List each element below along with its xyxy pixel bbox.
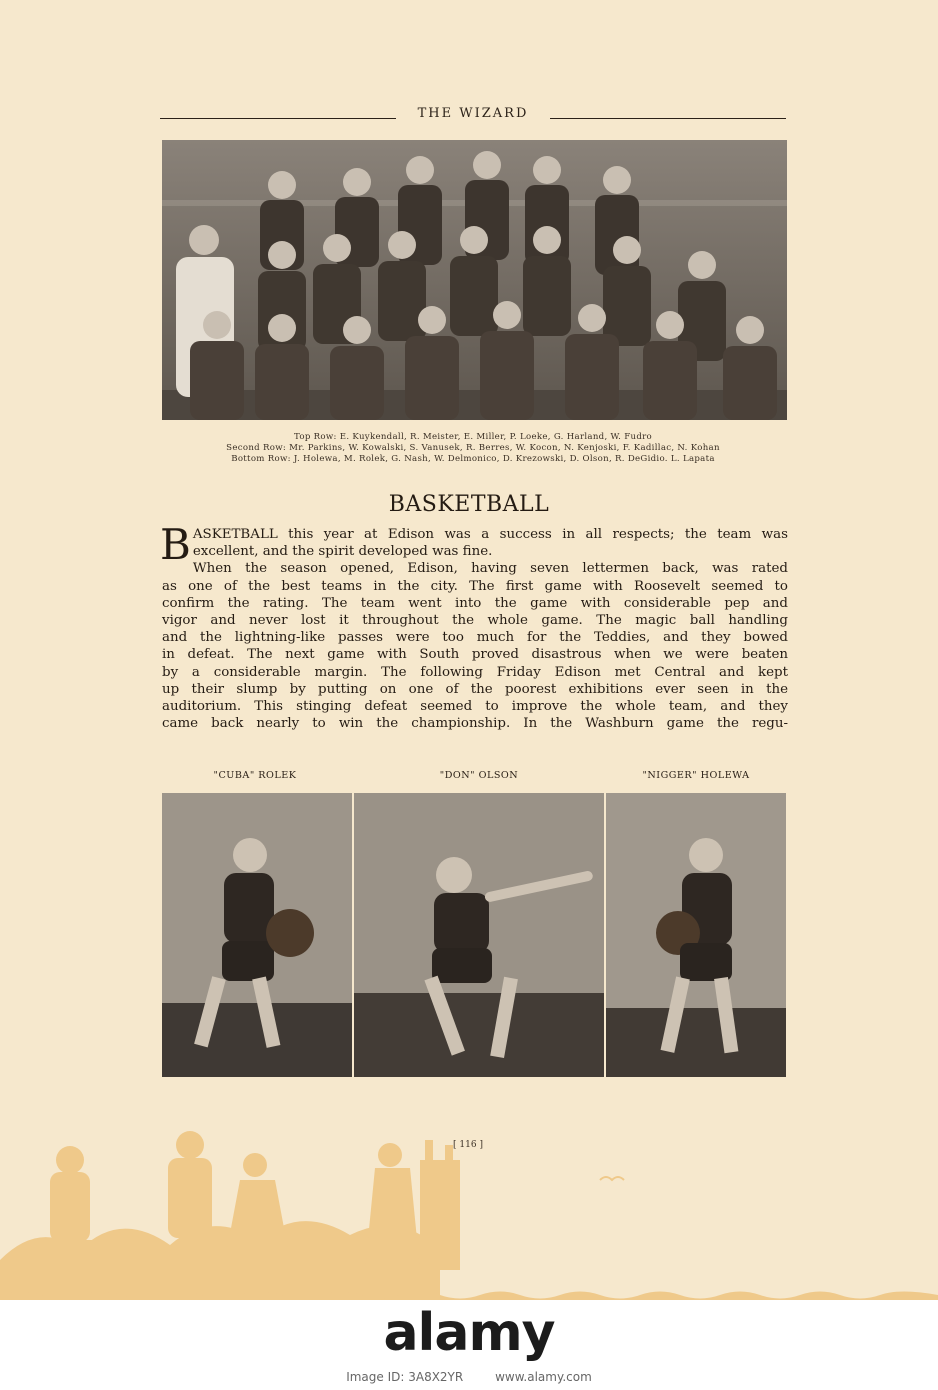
player-photo-rolek [162, 793, 352, 1077]
body-line: up their slump by putting on one of the poorest exhibitions ever seen in the [162, 681, 788, 697]
drop-cap: B [160, 520, 191, 569]
player-photo-illustration [606, 793, 786, 1077]
running-title: THE WIZARD [417, 106, 529, 121]
body-line: ASKETBALL this year at Edison was a success in all respects; the team was [192, 527, 788, 542]
body-line: When the season opened, Edison, having seven lettermen back, was rated [192, 561, 788, 577]
running-head-rule-left [160, 118, 396, 119]
team-photo [162, 140, 787, 420]
body-line: came back nearly to win the championship. In the Washburn game the regu- [162, 716, 788, 732]
body-line: by a considerable margin. The following Friday Edison met Central and kept [162, 664, 788, 680]
body-line: confirm the rating. The team went into the game with considerable pep and [162, 595, 788, 611]
body-line: as one of the best teams in the city. The first game with Roosevelt seemed to [162, 578, 788, 594]
player-photo-olson [354, 793, 604, 1077]
team-photo-illustration [162, 140, 787, 420]
decorative-border-art [0, 1110, 938, 1300]
stock-brand-logo: alamy [383, 1303, 555, 1363]
site-url: www.alamy.com [495, 1370, 592, 1384]
article-title: BASKETBALL [388, 492, 550, 517]
stock-image-info [0, 1370, 938, 1384]
player-name: "NIGGER" HOLEWA [642, 770, 750, 781]
player-photo-holewa [606, 793, 786, 1077]
body-line: vigor and never lost it throughout the whole game. The magic ball handling [162, 612, 788, 628]
image-id: Image ID: 3A8X2YR [346, 1370, 464, 1384]
article-body [160, 520, 788, 732]
body-line: auditorium. This stinging defeat seemed to improve the whole team, and they [162, 698, 788, 714]
player-name: "DON" OLSON [439, 770, 519, 781]
player-photo-illustration [162, 793, 352, 1077]
player-name: "CUBA" ROLEK [213, 770, 297, 781]
player-photo-illustration [354, 793, 604, 1077]
caption-second-row: Second Row: Mr. Parkins, W. Kowalski, S. Vanusek, R. Berres, W. Kocon, N. Kenjoski, F. Kadillac, N. Kohan [226, 443, 720, 453]
page-number: [ 116 ] [453, 1140, 483, 1150]
body-line: excellent, and the spirit developed was fine. [192, 544, 493, 560]
body-line: in defeat. The next game with South proved disastrous when we were beaten [162, 647, 788, 663]
caption-top-row: Top Row: E. Kuykendall, R. Meister, E. Miller, P. Loeke, G. Harland, W. Fudro [293, 432, 653, 442]
body-line: and the lightning-like passes were too much for the Teddies, and they bowed [162, 630, 788, 646]
running-head-rule-right [550, 118, 786, 119]
running-head [160, 106, 786, 126]
team-photo-caption [160, 432, 786, 465]
caption-bottom-row: Bottom Row: J. Holewa, M. Rolek, G. Nash, W. Delmonico, D. Krezowski, D. Olson, R. DeGidio. L. Lapata [231, 454, 715, 464]
